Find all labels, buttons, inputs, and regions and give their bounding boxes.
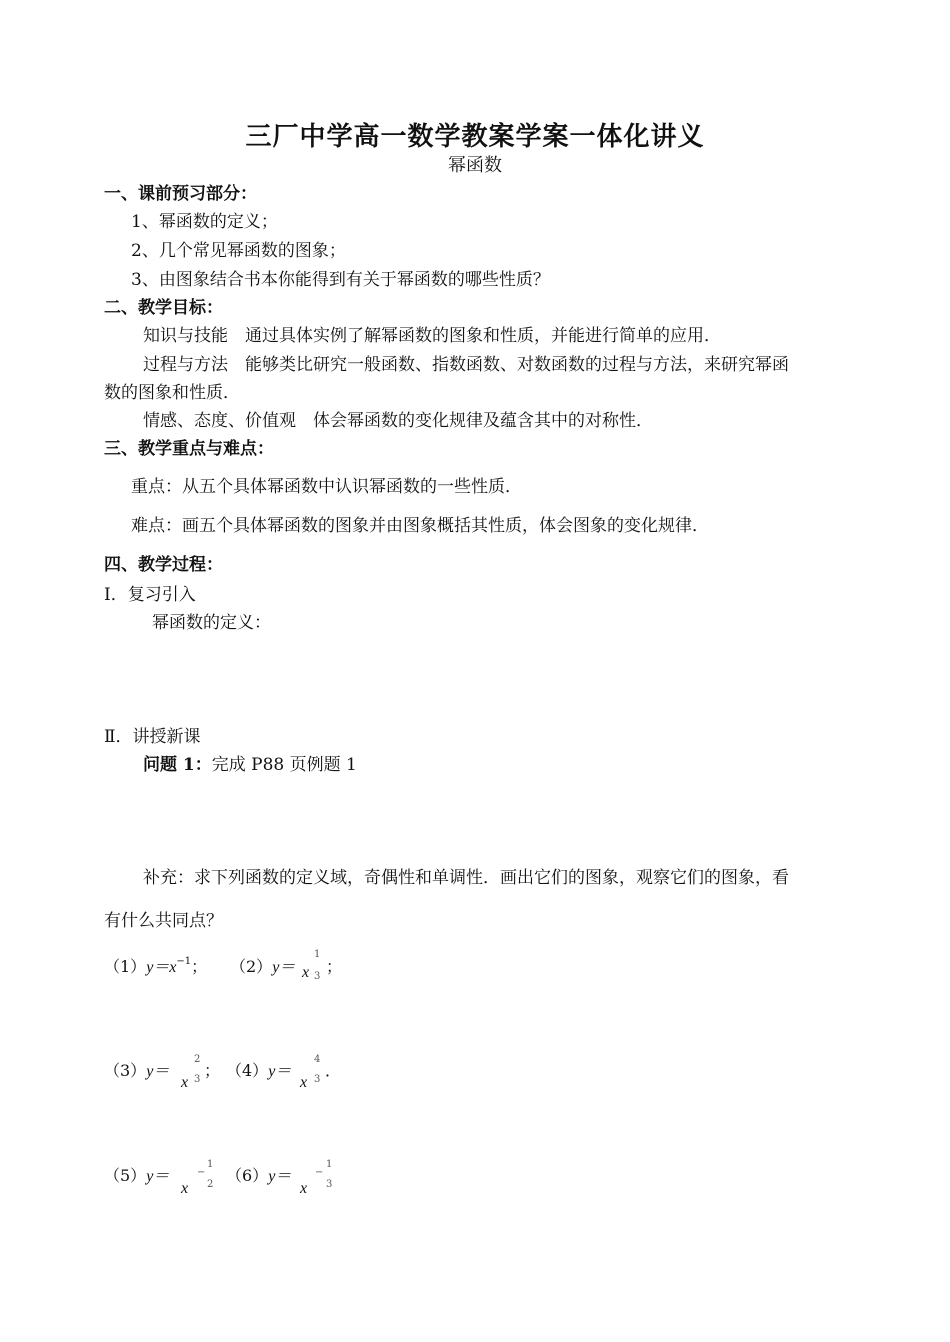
goal-process-line2: 数的图象和性质． [104, 383, 240, 403]
question-1 [143, 750, 357, 775]
exercise-2-power: x [302, 964, 310, 981]
supplement-line1: 补充：求下列函数的定义域，奇偶性和单调性．画出它们的图象，观察它们的图象，看 [143, 868, 789, 888]
exercise-6-power: x [300, 1180, 308, 1197]
goal-knowledge: 知识与技能 通过具体实例了解幂函数的图象和性质，并能进行简单的应用． [143, 326, 721, 346]
difficult-point: 难点：画五个具体幂函数的图象并由图象概括其性质，体会图象的变化规律． [131, 516, 709, 536]
exercise-5: （5）y＝ [104, 1166, 170, 1185]
part2-title: Ⅱ．讲授新课 [104, 727, 201, 747]
key-point: 重点：从五个具体幂函数中认识幂函数的一些性质． [131, 477, 522, 497]
exercise-4-power: x [300, 1074, 308, 1091]
exercise-1: $(1)y=x^{-1}$； [104, 956, 208, 976]
exercise-6: （6）y＝ [226, 1166, 292, 1185]
preview-item-2: 2、几个常见幂函数的图象； [131, 241, 346, 261]
exercise-5-power: x [181, 1180, 189, 1197]
page-subtitle: 幂函数 [448, 155, 502, 176]
goal-process-line1: 过程与方法 能够类比研究一般函数、指数函数、对数函数的过程与方法，来研究幂函 [143, 355, 789, 375]
exercise-3: （3）y＝ [104, 1061, 170, 1080]
page-title: 三厂中学高一数学教案学案一体化讲义 [245, 122, 705, 152]
exercise-2: （2）y＝ [230, 957, 296, 976]
preview-item-1: 1、幂函数的定义； [131, 212, 278, 232]
question-label: 问题 1： [143, 755, 212, 775]
supplement-line2: 有什么共同点？ [104, 911, 223, 931]
part1-prompt: 幂函数的定义： [152, 613, 271, 633]
question-text: 完成 P88 页例题 1 [211, 755, 357, 775]
section4-heading: 四、教学过程： [104, 555, 223, 575]
section1-heading: 一、课前预习部分： [104, 184, 257, 204]
section2-heading: 二、教学目标： [104, 298, 223, 318]
preview-item-3: 3、由图象结合书本你能得到有关于幂函数的哪些性质？ [131, 270, 550, 290]
section3-heading: 三、教学重点与难点： [104, 439, 274, 459]
exercise-4: （4）y＝ [226, 1061, 292, 1080]
exercise-3-power: x [181, 1074, 189, 1091]
goal-attitude: 情感、态度、价值观 体会幂函数的变化规律及蕴含其中的对称性． [143, 411, 653, 431]
part1-title: Ⅰ．复习引入 [104, 585, 196, 605]
